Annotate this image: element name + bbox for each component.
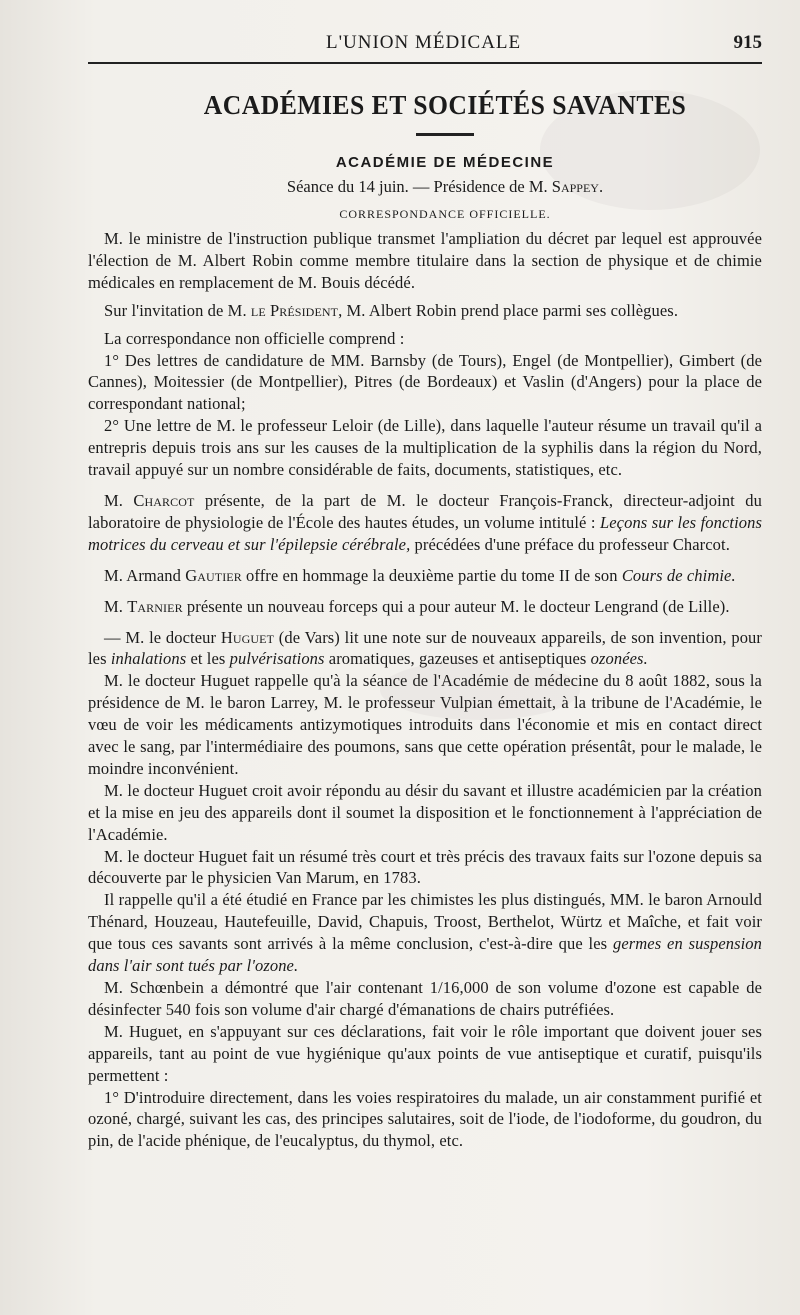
text-run-italic: germes en suspension dans l'air sont tués par l'ozone. <box>88 934 763 976</box>
paragraph-invitation <box>88 300 762 322</box>
article-body <box>88 228 762 1152</box>
text-run: Il rappelle qu'il a été étudié en France par les chimistes les plus distingués, MM. le baron Arnould Thénard, Houzeau, Hautefeuille, David, Chapuis, Troost, Berthelot, Würtz et Maîche, et fait voir que tous ces savants sont arrivés à la même conclusion, c'est-à-dire que les <box>88 890 762 954</box>
session-line <box>128 177 762 197</box>
paragraph-huguet-note <box>88 627 762 671</box>
paragraph-charcot <box>88 490 762 556</box>
paragraph-ozone-resume: M. le docteur Huguet fait un résumé très court et très précis des travaux faits sur l'ozone depuis sa découverte par le physicien Van Marum, en 1783. <box>88 846 762 888</box>
text-run: offre en hommage la deuxième partie du tome II de son <box>241 565 622 585</box>
paragraph-schoenbein: M. Schœnbein a démontré que l'air contenant 1/16,000 de son volume d'ozone est capable de désinfecter 540 fois son volume d'air chargé d'émanations de chairs putréfiées. <box>88 978 762 1019</box>
session-prefix: Séance du 14 juin. — Présidence de M. <box>286 177 552 196</box>
running-head <box>88 28 762 64</box>
paragraph-candidatures: 1° Des lettres de candidature de MM. Barnsby (de Tours), Engel (de Montpellier), Gimbert (de Cannes), Moitessier (de Montpellier), Pitres (de Bordeaux) et Vaslin (d'Angers) pour la place de correspondant national; <box>88 350 762 414</box>
session-suffix: . <box>598 177 604 196</box>
text-run-italic: ozonées. <box>590 649 648 669</box>
paragraph-vulpian: M. le docteur Huguet rappelle qu'à la séance de l'Académie de médecine du 8 août 1882, sous la présidence de M. le baron Larrey, M. le professeur Vulpian émettait, à la tribune de l'Académie, le vœu de voir les médicaments antizymotiques introduits dans l'économie et mis en contact direct avec le sang, par l'intermédiaire des poumons, sans que cette opération présentât, pour le malade, le moindre inconvénient. <box>88 671 762 778</box>
text-run: présente un nouveau forceps qui a pour auteur M. le docteur Lengrand (de Lille). <box>182 596 730 616</box>
session-president: Sappey <box>551 177 599 196</box>
paragraph-gautier <box>88 565 762 587</box>
paragraph-chimistes <box>88 889 762 977</box>
text-run: aromatiques, gazeuses et antiseptiques <box>324 649 591 669</box>
section-title: ACADÉMIES ET SOCIÉTÉS SAVANTES <box>203 90 687 120</box>
text-run: (de Vars) lit une note sur de nouveaux appareils, de son invention, pour les <box>88 627 762 669</box>
text-run: , M. Albert Robin prend place parmi ses collègues. <box>338 300 679 320</box>
text-run-italic: Leçons sur les fonctions motrices du cerveau et sur l'épilepsie cérébrale, <box>88 512 762 554</box>
paragraph-appareils: M. Huguet, en s'appuyant sur ces déclarations, fait voir le rôle important que doivent jouer ses appareils, tant au point de vue hygiénique qu'aux points de vue antiseptique et curatif, puisqu'ils permettent : <box>88 1021 762 1085</box>
paragraph-leloir: 2° Une lettre de M. le professeur Leloir (de Lille), dans laquelle l'auteur résume un travail qu'il a entrepris depuis trois ans sur les causes de la multiplication de la syphilis dans la région du Nord, travail appuyé sur un nombre considérable de faits, documents, statistiques, etc. <box>88 416 762 480</box>
text-run: et les <box>186 649 230 669</box>
paragraph-introduire: 1° D'introduire directement, dans les voies respiratoires du malade, un air constamment purifié et ozoné, chargé, suivant les cas, des principes salutaires, soit de l'iode, de l'iodoforme, du goudron, du pin, de l'acide phénique, de l'eucalyptus, du thymol, etc. <box>88 1087 762 1151</box>
text-run: précédées d'une préface du professeur Charcot. <box>410 534 730 554</box>
paragraph-huguet-desir: M. le docteur Huguet croit avoir répondu au désir du savant et illustre académicien par la création et la mise en jeu des appareils dont il soumet la disposition et le fonctionnement à l'appréciation de l'Académie. <box>88 780 762 844</box>
paragraph-correspondance: La correspondance non officielle comprend : <box>104 328 405 348</box>
text-run-smallcaps: Tarnier <box>127 596 183 616</box>
paragraph-ministre: M. le ministre de l'instruction publique transmet l'ampliation du décret par lequel est approuvée l'élection de M. Albert Robin comme membre titulaire dans la section de physique et de chimie médicales en remplacement de M. Bouis décédé. <box>88 229 762 292</box>
academy-heading: ACADÉMIE DE MÉDECINE <box>335 154 555 171</box>
paragraph-tarnier <box>88 596 762 618</box>
text-run-italic: pulvérisations <box>229 649 325 669</box>
page-number: 915 <box>733 32 762 53</box>
text-run: M. <box>104 596 128 616</box>
text-run: présente, de la part de M. le docteur François-Franck, directeur-adjoint du laboratoire de physiologie de l'École des hautes études, un volume intitulé : <box>88 490 762 532</box>
text-run-italic: Cours de chimie. <box>621 565 736 585</box>
text-run-smallcaps: Gautier <box>185 565 242 585</box>
text-run-italic: inhalations <box>110 649 187 669</box>
text-run: — M. le docteur <box>104 627 221 647</box>
text-run: M. <box>104 490 134 510</box>
running-title: L'UNION MÉDICALE <box>326 32 522 53</box>
subsection-heading: CORRESPONDANCE OFFICIELLE. <box>339 207 551 221</box>
text-run-smallcaps: Huguet <box>220 627 275 647</box>
section-divider <box>416 133 474 136</box>
text-run-smallcaps: Charcot <box>133 490 195 510</box>
text-run: Sur l'invitation de M. <box>104 300 251 320</box>
text-run-smallcaps: le Président <box>250 300 339 320</box>
text-run: M. Armand <box>104 565 186 585</box>
